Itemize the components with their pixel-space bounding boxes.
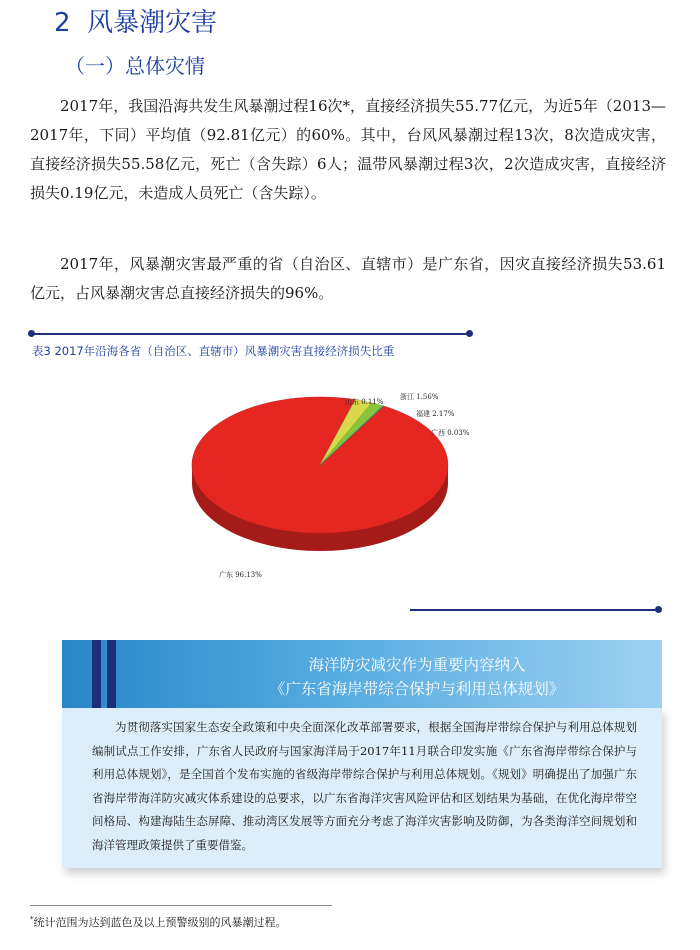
feature-box-title-line1: 海洋防灾减灾作为重要内容纳入 <box>308 656 526 674</box>
paragraph-2 <box>30 250 666 308</box>
footnote-text: 统计范围为达到蓝色及以上预警级别的风暴潮过程。 <box>33 916 287 929</box>
pie-label-浙江: 浙江 1.56% <box>400 393 439 401</box>
footnote <box>30 914 287 930</box>
pie-label-福建: 福建 2.17% <box>416 410 455 418</box>
pie-label-山东: 山东 0.11% <box>345 398 384 406</box>
header-bar <box>92 640 101 708</box>
subsection-title: （一）总体灾情 <box>65 54 205 78</box>
paragraph-text: 2017年，风暴潮灾害最严重的省（自治区、直辖市）是广东省，因灾直接经济损失53.61亿元，占风暴潮灾害总直接经济损失的96%。 <box>30 255 666 302</box>
paragraph-1 <box>30 92 666 208</box>
caption-rule-dot <box>28 330 35 337</box>
feature-box-title-line2: 《广东省海岸带综合保护与利用总体规划》 <box>269 680 565 698</box>
caption-rule-dot <box>466 330 473 337</box>
footnote-marker: * <box>30 915 34 924</box>
caption-rule <box>30 333 470 335</box>
feature-box-body <box>62 708 662 868</box>
section-title: 风暴潮灾害 <box>87 8 218 38</box>
section-number: 2 <box>54 8 71 38</box>
table-caption: 表3 2017年沿海各省（自治区、直辖市）风暴潮灾害直接经济损失比重 <box>32 344 395 358</box>
pie-label-广西: 广西 0.03% <box>431 429 470 437</box>
feature-box-header <box>62 640 662 708</box>
paragraph-text: 2017年，我国沿海共发生风暴潮过程16次*，直接经济损失55.77亿元，为近5年（2013—2017年，下同）平均值（92.81亿元）的60%。其中，台风风暴潮过程13次，8次造成灾害，直接经济损失55.58亿元，死亡（含失踪）6人；温带风暴潮过程3次，2次造成灾害，直接经济损失0.19亿元，未造成人员死亡（含失踪）。 <box>30 97 666 202</box>
feature-box-text: 为贯彻落实国家生态安全政策和中央全面深化改革部署要求，根据全国海岸带综合保护与利用总体规划编制试点工作安排，广东省人民政府与国家海洋局于2017年11月联合印发实施《广东省海岸带综合保护与利用总体规划》，是全国首个发布实施的省级海岸带综合保护与利用总体规划。《规划》明确提出了加强广东省海岸带海洋防灾减灾体系建设的总要求，以广东省海洋灾害风险评估和区划结果为基础，在优化海岸带空间格局、构建海陆生态屏障、推动湾区发展等方面充分考虑了海洋灾害影响及防御，为各类海洋空间规划和海洋管理政策提供了重要借鉴。 <box>92 720 637 852</box>
footnote-rule <box>30 905 332 906</box>
pie-label-广东: 广东 96.13% <box>219 571 262 579</box>
section-heading <box>54 2 217 39</box>
chart-rule-dot <box>655 606 662 613</box>
chart-rule <box>410 609 656 611</box>
header-bar <box>107 640 116 708</box>
